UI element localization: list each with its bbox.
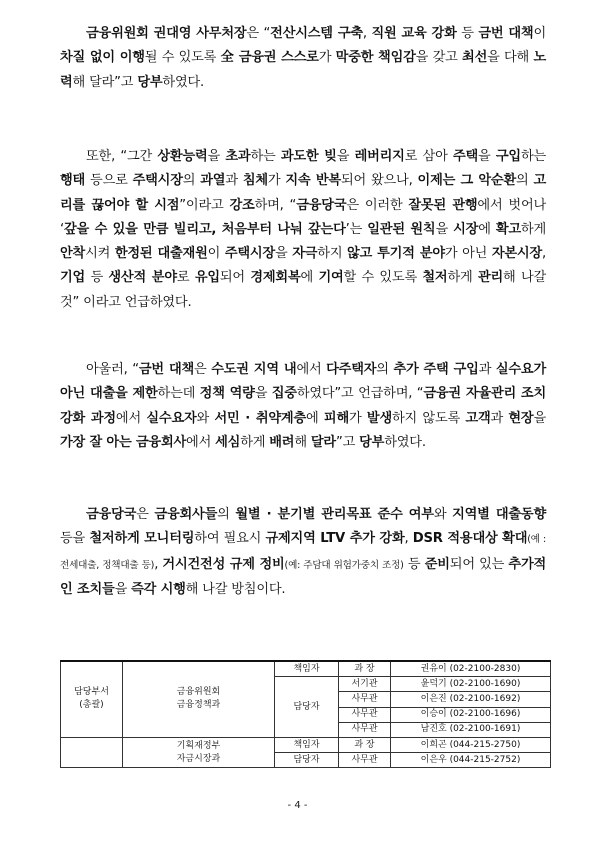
emphasis-text: 행태 — [60, 173, 86, 189]
table-row — [61, 737, 551, 752]
emphasis-text: 배려 — [269, 434, 295, 450]
body-text: 과 — [490, 410, 509, 426]
emphasis-text: 실수요자 — [146, 410, 197, 426]
body-text: 을 — [254, 386, 272, 402]
emphasis-text: 당부 — [359, 434, 385, 450]
emphasis-text: 확고 — [495, 221, 521, 237]
body-text: 하여 필요시 — [194, 531, 266, 547]
body-text: 되어 있는 — [449, 556, 509, 572]
role-cell: 책임자 — [275, 737, 339, 752]
body-text: ’는 — [345, 221, 368, 237]
emphasis-text: 강조 — [229, 197, 255, 213]
body-text: 되어 왔으나, — [340, 173, 418, 189]
emphasis-text: 즉각 시행 — [131, 581, 186, 597]
emphasis-text: 자극 — [292, 246, 318, 262]
emphasis-text: 과도한 빚 — [280, 149, 337, 164]
emphasis-text: 자본시장 — [491, 246, 542, 262]
body-text: 등 — [403, 556, 425, 572]
title-cell: 사무관 — [339, 707, 391, 722]
body-text: 가 — [318, 50, 336, 66]
body-text: 가 아닌 — [444, 246, 492, 262]
emphasis-text: 상환능력 — [157, 149, 208, 164]
emphasis-text: 철저하게 모니터링 — [89, 531, 195, 547]
body-text: 할 수 있도록 — [343, 270, 423, 286]
title-cell: 과 장 — [339, 661, 391, 677]
emphasis-text: 않고 투기적 분야 — [347, 246, 445, 262]
emphasis-text: 안착 — [60, 246, 86, 262]
body-text: 은 “ — [246, 26, 271, 41]
emphasis-text: 금번 대책 — [478, 26, 534, 41]
body-text: 을 — [275, 246, 293, 262]
body-text: ”고 — [335, 434, 360, 450]
emphasis-text: 지역별 대출동향 — [452, 507, 546, 522]
contact-cell: 남진호 (02-2100-1691) — [391, 722, 551, 737]
body-text: 해 나갈 방침이다. — [185, 581, 286, 597]
body-text: 로 — [176, 270, 195, 286]
body-text: 에서 벗어나 ‘ — [60, 197, 547, 237]
emphasis-text: 주택 — [452, 149, 479, 164]
contact-cell: 이승이 (02-2100-1696) — [391, 707, 551, 722]
org-division: 자금시장과 — [176, 753, 221, 764]
emphasis-text: 금융권 자율관리 조치 강화 과정 — [60, 386, 546, 426]
body-text: 을 — [207, 149, 226, 164]
body-text: 의 — [182, 173, 201, 189]
body-text: 와 — [196, 410, 215, 426]
emphasis-text: 추가적인 조치들 — [60, 556, 547, 597]
body-text: 에서 — [115, 410, 147, 426]
body-text: 을 다해 — [487, 50, 534, 66]
body-text: 을 — [478, 149, 496, 164]
contact-cell: 이은진 (02-2100-1692) — [391, 692, 551, 707]
emphasis-text: 규제지역 LTV 추가 강화 — [265, 531, 405, 547]
emphasis-text: 노력 — [60, 50, 547, 90]
body-text: 에 — [306, 410, 324, 426]
emphasis-text: 정책 역량 — [199, 386, 255, 402]
body-text: 가 — [349, 410, 367, 426]
emphasis-text: 기업 — [60, 270, 86, 286]
dept-cell-empty — [61, 737, 123, 767]
emphasis-text: 실수요가 아닌 대출을 제한 — [60, 362, 546, 402]
emphasis-text: 거시건전성 규제 정비 — [162, 556, 285, 572]
body-text: 등 — [85, 270, 109, 286]
body-text: , — [154, 556, 163, 572]
role-cell: 담당자 — [275, 677, 339, 738]
paragraph-4 — [60, 503, 546, 602]
dept-sub: (총괄) — [79, 700, 104, 711]
emphasis-text: 달라 — [310, 434, 336, 450]
emphasis-text: 막중한 책임감 — [335, 50, 416, 66]
title-cell: 사무관 — [339, 722, 391, 737]
body-text: 은 — [194, 362, 212, 377]
role-cell: 담당자 — [275, 753, 339, 768]
emphasis-text: 차질 없이 이행 — [60, 50, 145, 66]
emphasis-text: 기여 — [318, 270, 344, 286]
body-text: 의 — [516, 173, 534, 189]
body-text: 하며, “ — [254, 197, 297, 213]
emphasis-text: 주택시장 — [132, 173, 183, 189]
emphasis-text: 구입 — [495, 149, 521, 164]
body-text: 을 갖고 — [415, 50, 463, 66]
body-text: 하게 — [520, 221, 546, 237]
emphasis-text: 가장 잘 아는 금융회사 — [60, 434, 187, 450]
body-text: 와 — [433, 507, 453, 522]
emphasis-text: 일관된 원칙 — [367, 221, 436, 237]
org-cell — [123, 737, 275, 767]
body-text: 의 — [376, 362, 394, 377]
org-name: 금융위원회 — [176, 687, 221, 698]
emphasis-text: 준비 — [424, 556, 450, 572]
title-cell: 사무관 — [339, 692, 391, 707]
page-number: - 4 - — [287, 800, 308, 811]
body-text: 의 — [217, 507, 236, 522]
body-text: ”이라고 — [179, 197, 230, 213]
emphasis-text: 고리를 끊어야 할 시점 — [60, 173, 547, 213]
emphasis-text: 잘못된 관행 — [408, 197, 478, 213]
emphasis-text: 시장 — [453, 221, 479, 237]
emphasis-text: 금융당국 — [296, 197, 347, 213]
body-text: 등을 — [60, 531, 90, 547]
body-text: , — [542, 246, 546, 262]
body-text: 을 — [336, 149, 355, 164]
emphasis-text: 지속 반복 — [285, 173, 341, 189]
body-text: 되어 — [219, 270, 251, 286]
body-text: 을 — [435, 221, 454, 237]
contact-cell: 윤덕기 (02-2100-1690) — [391, 677, 551, 692]
emphasis-text: 현장 — [508, 410, 534, 426]
emphasis-text: 최선 — [462, 50, 488, 66]
body-text: 과 — [225, 173, 243, 189]
table-row — [61, 661, 551, 677]
body-text: 하는 — [250, 149, 281, 164]
title-cell: 서기관 — [339, 677, 391, 692]
paragraph-1 — [60, 22, 546, 95]
body-text: 은 — [136, 507, 155, 522]
paragraph-2 — [60, 145, 546, 315]
contact-table — [60, 660, 551, 768]
emphasis-text: 금융위원회 권대영 사무처장 — [86, 26, 247, 41]
body-text: 을 — [114, 581, 132, 597]
body-text: 하는데 — [157, 386, 200, 402]
body-text: 등 — [456, 26, 479, 41]
body-text: (예 : 전세대출, 정책대출 등) — [60, 534, 546, 571]
emphasis-text: 레버리지 — [354, 149, 405, 164]
emphasis-text: 월별 · 분기별 관리목표 준수 여부 — [235, 507, 434, 522]
body-text: 하지 않도록 — [391, 410, 466, 426]
emphasis-text: 침체 — [242, 173, 268, 189]
body-text: 하지 — [317, 246, 348, 262]
emphasis-text: DSR 적용대상 확대 — [412, 531, 528, 547]
body-text: 가 — [267, 173, 286, 189]
body-text: 하였다. — [162, 74, 205, 90]
dept-label: 담당부서 — [74, 687, 109, 698]
emphasis-text: 피해 — [323, 410, 349, 426]
emphasis-text: 유입 — [194, 270, 220, 286]
body-text: 등으로 — [85, 173, 133, 189]
org-division: 금융정책과 — [176, 700, 221, 711]
body-text: 또한, “그간 — [86, 149, 158, 164]
body-text: 해 — [294, 434, 311, 450]
emphasis-text: 집중 — [271, 386, 297, 402]
body-text: 이 — [207, 246, 225, 262]
body-text: 로 삼아 — [404, 149, 453, 164]
org-name: 기획재정부 — [176, 740, 221, 751]
emphasis-text: 한정된 대출재원 — [114, 246, 208, 262]
emphasis-text: 서민 · 취약계층 — [214, 410, 307, 426]
emphasis-text: 금융회사들 — [154, 507, 218, 522]
body-text: 해 달라”고 — [72, 74, 138, 90]
contact-cell: 이희곤 (044-215-2750) — [391, 737, 551, 752]
emphasis-text: 초과 — [225, 149, 251, 164]
body-text: 이 — [533, 26, 546, 41]
body-text: , — [362, 26, 372, 41]
emphasis-text: 경제회복 — [250, 270, 301, 286]
body-text: , — [404, 531, 413, 547]
body-text: 될 수 있도록 — [144, 50, 221, 66]
body-text: 에 — [300, 270, 319, 286]
body-text: 에 — [478, 221, 496, 237]
emphasis-text: 수도권 지역 내 — [211, 362, 297, 377]
emphasis-text: 당부 — [137, 74, 163, 90]
title-cell: 과 장 — [339, 737, 391, 752]
body-text: 하는 — [520, 149, 547, 164]
body-text: 을 — [533, 410, 547, 426]
emphasis-text: 갚을 수 있을 만큼 빌리고, 처음부터 나눠 갚는다 — [64, 221, 346, 237]
emphasis-text: 직원 교육 강화 — [371, 26, 457, 41]
body-text: 하게 — [447, 270, 478, 286]
emphasis-text: 금융당국 — [86, 507, 137, 522]
paragraph-3 — [60, 358, 546, 455]
emphasis-text: 추가 주택 구입 — [393, 362, 479, 377]
body-text: 아울러, “ — [86, 362, 139, 377]
body-text: 은 이러한 — [346, 197, 409, 213]
dept-cell — [61, 661, 123, 737]
emphasis-text: 생산적 분야 — [108, 270, 177, 286]
contact-cell: 권유이 (02-2100-2830) — [391, 661, 551, 677]
emphasis-text: 주택시장 — [224, 246, 275, 262]
emphasis-text: 금번 대책 — [138, 362, 195, 377]
body-text: 에서 — [186, 434, 216, 450]
emphasis-text: 과열 — [200, 173, 226, 189]
emphasis-text: 관리 — [477, 270, 504, 286]
emphasis-text: 세심 — [215, 434, 241, 450]
role-cell: 책임자 — [275, 661, 339, 677]
contact-cell: 이은우 (044-215-2752) — [391, 753, 551, 768]
org-cell — [123, 661, 275, 737]
body-text: 해 나갈 것” 이라고 언급하였다. — [60, 270, 547, 310]
body-text: 하였다”고 언급하며, “ — [296, 386, 424, 402]
emphasis-text: 다주택자 — [326, 362, 377, 377]
title-cell: 사무관 — [339, 753, 391, 768]
emphasis-text: 전산시스템 구축 — [270, 26, 363, 41]
body-text: 과 — [478, 362, 496, 377]
emphasis-text: 철저 — [422, 270, 448, 286]
emphasis-text: 이제는 그 악순환 — [417, 173, 517, 189]
emphasis-text: 全 금융권 스스로 — [220, 50, 319, 66]
body-text: (예: 주담대 위험가중치 조정) — [284, 559, 404, 571]
body-text: 하게 — [240, 434, 270, 450]
emphasis-text: 고객 — [465, 410, 491, 426]
emphasis-text: 발생 — [366, 410, 392, 426]
body-text: 에서 — [296, 362, 327, 377]
body-text: 하였다. — [384, 434, 426, 450]
body-text: 시켜 — [85, 246, 115, 262]
